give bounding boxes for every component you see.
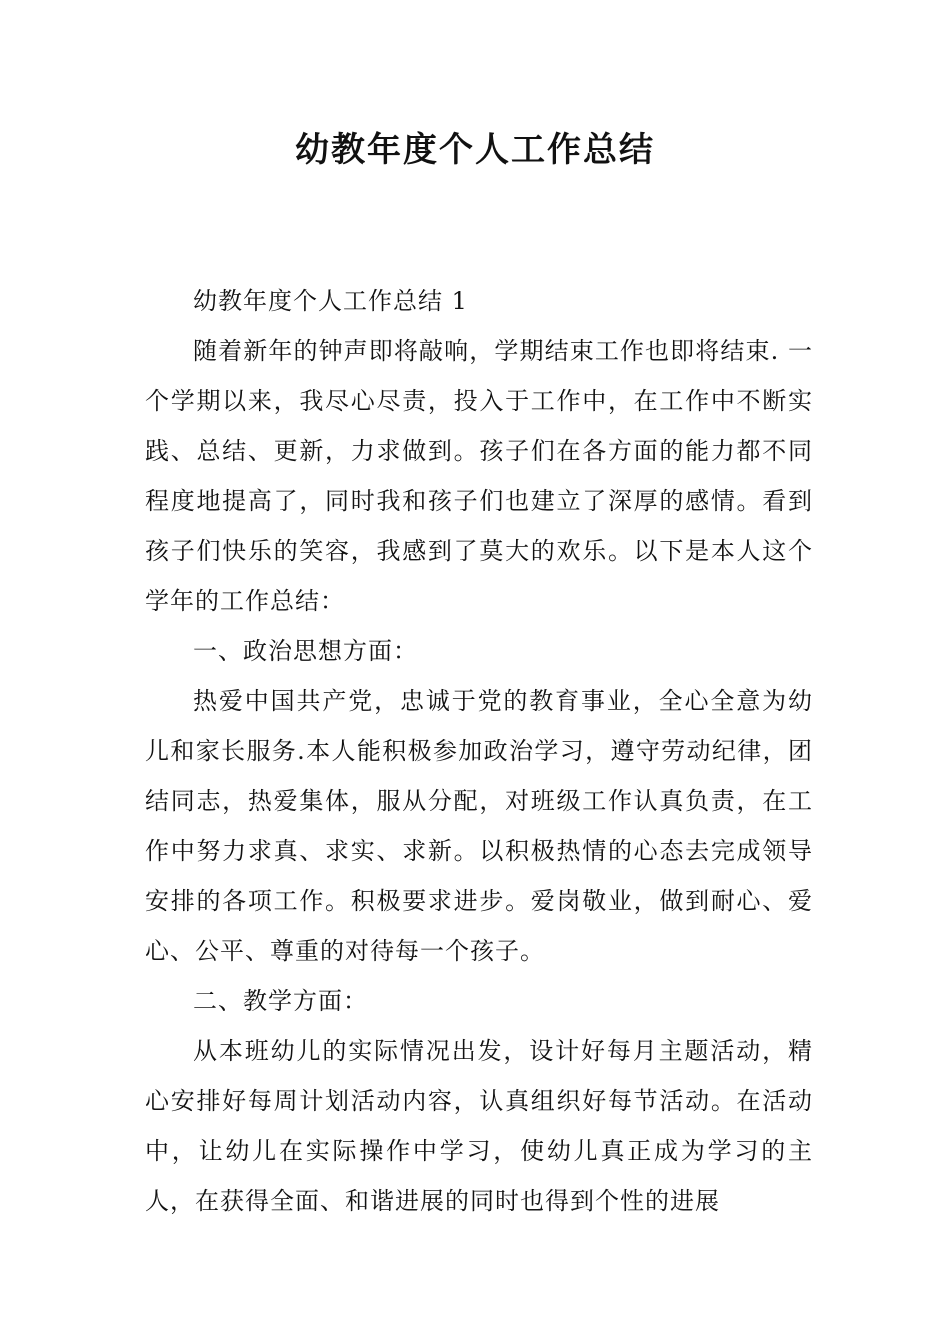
politics-paragraph: 热爱中国共产党，忠诚于党的教育事业，全心全意为幼儿和家长服务.本人能积极参加政治学习，遵守劳动纪律，团结同志，热爱集体，服从分配，对班级工作认真负责，在工作中努力求真、求实、求新。以积极热情的心态去完成领导安排的各项工作。积极要求进步。爱岗敬业，做到耐心、爱心、公平、尊重的对待每一个孩子。 [145,687,813,965]
document-subtitle: 幼教年度个人工作总结 1 [193,287,468,315]
section-heading-politics: 一、政治思想方面： [193,637,418,665]
section-heading-teaching: 二、教学方面： [193,987,368,1015]
intro-paragraph: 随着新年的钟声即将敲响，学期结束工作也即将结束. 一个学期以来，我尽心尽责，投入于工作中，在工作中不断实践、总结、更新，力求做到。孩子们在各方面的能力都不同程度地提高了，同时我和孩子们也建立了深厚的感情。看到孩子们快乐的笑容，我感到了莫大的欢乐。以下是本人这个学年的工作总结： [145,337,813,615]
document-title: 幼教年度个人工作总结 [295,130,655,170]
document-body [145,276,813,1226]
teaching-paragraph: 从本班幼儿的实际情况出发，设计好每月主题活动，精心安排好每周计划活动内容，认真组织好每节活动。在活动中，让幼儿在实际操作中学习，使幼儿真正成为学习的主人，在获得全面、和谐进展的同时也得到个性的进展 [145,1037,813,1215]
